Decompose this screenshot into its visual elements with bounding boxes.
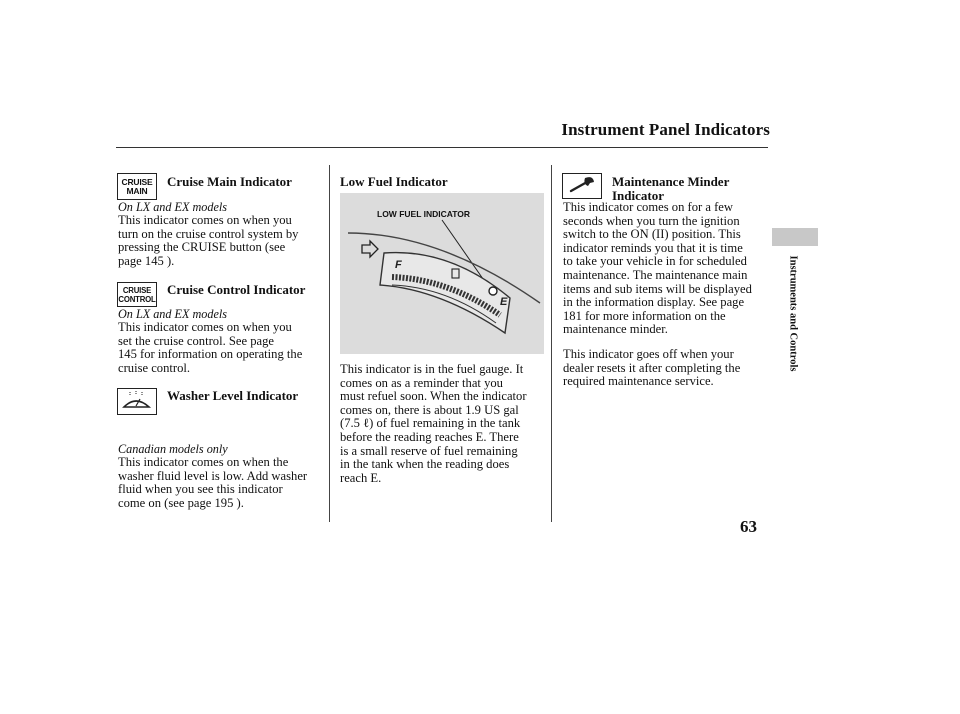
section-tab [772, 228, 818, 246]
fuel-gauge-illustration [340, 193, 544, 354]
cruise-main-icon: CRUISE MAIN [117, 173, 157, 200]
cruise-control-icon: CRUISE CONTROL [117, 282, 157, 307]
maintenance-body-2: This indicator goes off when your dealer resets it after completing the required maintenance service. [563, 347, 741, 389]
svg-text:F: F [395, 259, 402, 271]
cruise-main-body: This indicator comes on when you turn on the cruise control system by pressing the CRUISE button (see page 145 ). [118, 213, 299, 268]
column-divider-left [329, 165, 330, 522]
washer-body: This indicator comes on when the washer fluid level is low. Add washer fluid when you see this indicator come on (see page 195 ). [118, 455, 308, 510]
washer-note: Canadian models only [118, 442, 228, 456]
svg-text:E: E [500, 296, 508, 308]
washer-fluid-icon [117, 388, 157, 415]
washer-heading: Washer Level Indicator [167, 388, 299, 403]
section-label: Instruments and Controls [787, 255, 799, 372]
low-fuel-heading: Low Fuel Indicator [340, 174, 448, 189]
cruise-control-heading: Cruise Control Indicator [167, 282, 306, 297]
column-divider-right [551, 165, 552, 522]
page-number: 63 [740, 517, 757, 536]
maintenance-heading: Maintenance Minder Indicator [612, 174, 730, 203]
wrench-icon [562, 173, 602, 199]
cruise-control-note: On LX and EX models [118, 307, 228, 321]
maintenance-body: This indicator comes on for a few seconds when you turn the ignition switch to the ON (II) position. This indicator reminds you that it is time to take your vehicle in for scheduled maintenance. The maintenance main items and sub items will be displayed in the information display. See page 181 for more information on the maintenance minder. [563, 200, 752, 337]
title-divider [116, 147, 768, 148]
page-title: Instrument Panel Indicators [561, 120, 770, 139]
illustration-label: LOW FUEL INDICATOR [377, 209, 471, 219]
cruise-main-heading: Cruise Main Indicator [167, 174, 292, 189]
cruise-main-note: On LX and EX models [118, 200, 228, 214]
cruise-control-body: This indicator comes on when you set the cruise control. See page 145 for information on operating the cruise control. [118, 320, 303, 375]
low-fuel-body: This indicator is in the fuel gauge. It comes on as a reminder that you must refuel soon. When the indicator comes on, there is about 1.9 US gal (7.5 ℓ) of fuel remaining in the tank before the reading reaches E. There is a small reserve of fuel remaining in the tank when the reading does reach E. [340, 362, 527, 485]
